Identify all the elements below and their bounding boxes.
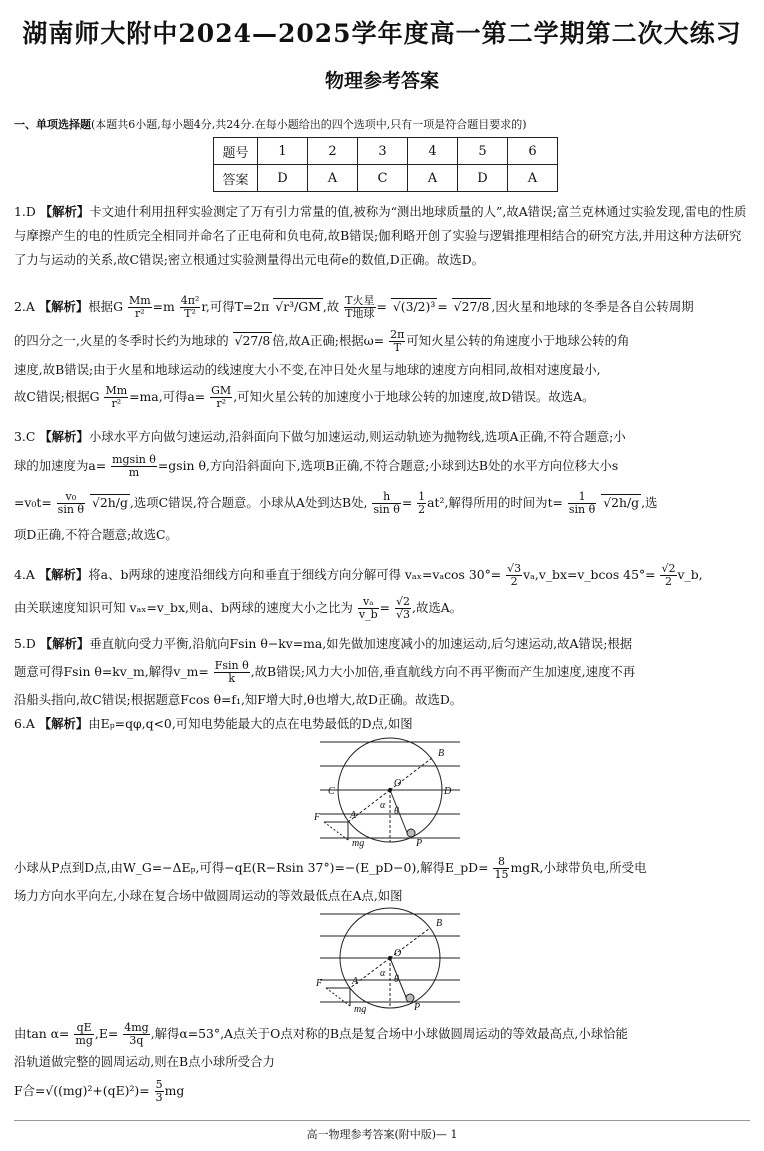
table-cell: 5 (458, 138, 508, 165)
label-F: F (314, 812, 321, 823)
label-alpha: α (380, 800, 386, 811)
label-F: F (316, 978, 323, 989)
fraction: $\frac{8}{15}$ (494, 855, 509, 881)
question-line (14, 590, 751, 626)
label-B: B (438, 748, 445, 759)
ball (406, 994, 414, 1002)
fraction: $\frac{\text{4π²}}{\text{T²}}$ (180, 294, 200, 320)
center-point (388, 956, 392, 960)
text-run: at²,解得所用的时间为t= (427, 495, 563, 510)
fraction: $\frac{4mg}{3q}$ (124, 1021, 149, 1047)
sqrt-expression: √2h/g (603, 495, 640, 510)
label-theta: θ (394, 806, 399, 817)
center-point (388, 788, 392, 792)
ball (407, 829, 415, 837)
table-cell: A (308, 165, 358, 192)
text-run: 根据G (88, 299, 123, 314)
question-line (14, 382, 751, 412)
fraction: $\frac{√3}{2}$ (507, 562, 522, 588)
table-header-cell: 题号 (214, 138, 258, 165)
fraction: $\frac{2\pi}{T}$ (390, 328, 405, 354)
question-number: 4.A (14, 567, 35, 582)
analysis-tag: 【解析】 (38, 567, 89, 582)
answer-table-row-numbers (214, 138, 558, 165)
table-cell: 2 (308, 138, 358, 165)
question-line (14, 449, 751, 483)
sqrt-expression: √27/8 (453, 299, 490, 314)
question-number: 6.A (14, 716, 35, 731)
text-run: 垂直航向受力平衡,沿航向Fsin θ−kv=ma,如先做加速度减小的加速运动,后匀速运动,故A错误;根据 (89, 636, 633, 651)
table-header-cell: 答案 (214, 165, 258, 192)
text-run: ,故 (322, 299, 340, 314)
table-cell: 6 (508, 138, 558, 165)
question-4 (14, 560, 751, 626)
text-run: 故C错误;根据G (14, 389, 100, 404)
text-run: ,E= (94, 1026, 119, 1041)
text-run: 将a、b两球的速度沿细线方向和垂直于细线方向分解可得 vₐₓ=vₐcos 30°= (88, 567, 502, 582)
answer-table-row-answers (214, 165, 558, 192)
text-run: =gsin θ,方向沿斜面向下,选项B正确,不符合题意;小球到达B处的水平方向位移大小s (157, 458, 619, 473)
text-run: = (437, 299, 448, 314)
question-number: 2.A (14, 299, 35, 314)
text-run: = (379, 600, 391, 615)
question-6-conclusion (14, 1018, 751, 1108)
table-cell: 3 (358, 138, 408, 165)
page-subtitle: 物理参考答案 (324, 70, 439, 92)
label-mg: mg (352, 838, 365, 849)
question-text: 卡文迪什利用扭秤实验测定了万有引力常量的值,被称为“测出地球质量的人”,故A错误;富兰克林通过实验发现,雷电的性质与摩擦产生的电的性质完全相同并命名了正电荷和负电荷,故B错误;伽利略开创了实验与逻辑推理相结合的研究方法,并用这种方法研究了力与运动的关系,故C错误;密立根通过实验测量得出元电荷e的数值,D正确。故选D。 (14, 204, 747, 267)
text-run: ,解得α=53°,A点关于O点对称的B点是复合场中小球做圆周运动的等效最高点,小球恰能 (150, 1026, 628, 1041)
text-run: mg (164, 1083, 185, 1098)
text-run: 可知火星公转的角速度小于地球公转的角 (406, 333, 630, 348)
text-run: ,选项C错误,符合题意。小球从A处到达B处, (129, 495, 368, 510)
question-line (14, 1018, 751, 1050)
label-O: O (394, 778, 402, 789)
resultant-force (324, 822, 348, 840)
analysis-tag: 【解析】 (39, 636, 90, 651)
page-footer: 高一物理参考答案(附中版)— 1 (306, 1128, 458, 1141)
question-2 (14, 290, 751, 412)
text-run: =v₀t= (14, 495, 52, 510)
section-heading (14, 116, 527, 132)
analysis-tag: 【解析】 (39, 204, 90, 219)
label-A: A (352, 976, 359, 987)
label-C: C (328, 786, 335, 797)
fraction: $\frac{qE}{mg}$ (75, 1021, 93, 1047)
question-line: 场力方向水平向左,小球在复合场中做圆周运动的等效最低点在A点,如图 (14, 888, 403, 903)
text-run: mgR,小球带负电,所受电 (510, 860, 647, 875)
text-run: 的四分之一,火星的冬季时长约为地球的 (14, 333, 229, 348)
fraction: $\frac{√2}{2}$ (661, 562, 676, 588)
table-cell: 4 (408, 138, 458, 165)
table-cell: 1 (258, 138, 308, 165)
question-line (14, 560, 751, 590)
question-line (14, 632, 751, 656)
fraction: $\frac{1}{\text{sin θ}}$ (568, 490, 596, 516)
text-run: vₐ,v_bx=v_bcos 45°= (523, 567, 656, 582)
text-run: F合=√((mg)²+(qE)²)= (14, 1083, 150, 1098)
question-line: 沿船头指向,故C错误;根据题意Fcos θ=f₁,知F增大时,θ也增大,故D正确。故选D。 (14, 692, 463, 707)
label-P: P (414, 1002, 421, 1013)
text-run: ,选 (641, 495, 658, 510)
table-cell: A (508, 165, 558, 192)
label-A: A (350, 810, 357, 821)
radius-to-P (390, 790, 408, 835)
analysis-tag: 【解析】 (38, 299, 89, 314)
text-run: 由Eₚ=qφ,q<0,可知电势能最大的点在电势最低的D点,如图 (88, 716, 413, 731)
text-run: 由关联速度知识可知 vₐₓ=v_bx,则a、b两球的速度大小之比为 (14, 600, 353, 615)
question-6-continued (14, 852, 751, 908)
analysis-tag: 【解析】 (39, 429, 89, 444)
label-B: B (436, 918, 443, 929)
sqrt-expression: √27/8 (234, 333, 271, 348)
fraction: $\frac{Mm}{\text{r²}}$ (128, 294, 151, 320)
question-line: 速度,故B错误;由于火星和地球运动的线速度大小不变,在冲日处火星与地球的速度方向相同,故相对速度最小, (14, 362, 601, 377)
question-line: 沿轨道做完整的圆周运动,则在B点小球所受合力 (14, 1054, 275, 1069)
sqrt-expression: √r³/GM (275, 299, 321, 314)
table-cell: A (408, 165, 458, 192)
section-label: 一、单项选择题 (14, 118, 91, 131)
fraction: $\frac{\text{v₀}}{\text{sin θ}}$ (57, 490, 85, 516)
text-run: ,因火星和地球的冬季是各自公转周期 (491, 299, 694, 314)
text-run: v_b, (677, 567, 703, 582)
question-line (14, 425, 751, 449)
label-alpha: α (380, 968, 386, 979)
fraction: $\frac{\text{mgsin θ}}{m}$ (112, 453, 156, 479)
question-3 (14, 425, 751, 547)
figure-1-circle-diagram (310, 734, 470, 849)
table-cell: D (458, 165, 508, 192)
fraction: $\frac{5}{3}$ (155, 1078, 163, 1104)
table-cell: C (358, 165, 408, 192)
question-number: 5.D (14, 636, 36, 651)
text-run: ,故选A。 (412, 600, 463, 615)
figure-2-circle-diagram (310, 906, 470, 1014)
text-run: ,故B错误;风力大小加倍,垂直航线方向不再平衡而产生加速度,速度不再 (250, 664, 636, 679)
label-mg: mg (354, 1004, 367, 1014)
fraction: $\frac{\text{Fsin θ}}{k}$ (214, 659, 249, 685)
question-line (14, 852, 751, 884)
question-line (14, 324, 751, 358)
question-number: 1.D (14, 204, 36, 219)
text-run: = (376, 299, 387, 314)
label-D: D (444, 786, 452, 797)
sqrt-expression: √(3/2)³ (392, 299, 436, 314)
question-1 (14, 200, 751, 272)
question-line (14, 656, 751, 688)
fraction: $\frac{\text{vₐ}}{v\_b}$ (358, 595, 378, 621)
label-O: O (394, 948, 402, 959)
question-line: 项D正确,不符合题意;故选C。 (14, 527, 178, 542)
question-number: 3.C (14, 429, 36, 444)
text-run: 题意可得Fsin θ=kv_m,解得v_m= (14, 664, 209, 679)
text-run: ,可知火星公转的加速度小于地球公转的加速度,故D错误。故选A。 (233, 389, 595, 404)
text-run: 小球水平方向做匀速运动,沿斜面向下做匀加速运动,则运动轨迹为抛物线,选项A正确,不符合题意;小 (88, 429, 626, 444)
analysis-tag: 【解析】 (38, 716, 89, 731)
text-run: = (401, 495, 413, 510)
text-run: 由tan α= (14, 1026, 70, 1041)
fraction: $\frac{\text{T火星}}{\text{T地球}}$ (345, 294, 375, 320)
fraction: $\frac{Mm}{\text{r²}}$ (105, 384, 128, 410)
text-run: r,可得T=2π (201, 299, 270, 314)
text-run: 球的加速度为a= (14, 458, 107, 473)
label-theta: θ (394, 974, 399, 985)
page-title: 湖南师大附中2024—2025学年度高一第二学期第二次大练习 (22, 19, 742, 48)
fraction: $\frac{1}{2}$ (418, 490, 426, 516)
question-line (14, 1074, 751, 1108)
table-cell: D (258, 165, 308, 192)
answer-table (213, 137, 558, 192)
text-run: 倍,故A正确;根据ω= (272, 333, 385, 348)
text-run: =ma,可得a= (129, 389, 206, 404)
label-P: P (416, 838, 423, 849)
question-line (14, 290, 751, 324)
text-run: =m (152, 299, 175, 314)
section-note: (本题共6小题,每小题4分,共24分.在每小题给出的四个选项中,只有一项是符合题目要求的) (91, 118, 527, 131)
fraction: $\frac{√2}{√3}$ (396, 595, 411, 621)
resultant-force (326, 988, 350, 1006)
question-5 (14, 632, 751, 712)
fraction: $\frac{h}{\text{sin θ}}$ (373, 490, 400, 516)
footer-divider (14, 1120, 750, 1121)
question-line (14, 483, 751, 523)
text-run: 小球从P点到D点,由W_G=−ΔEₚ,可得−qE(R−Rsin 37°)=−(E_pD−0),解得E_pD= (14, 860, 489, 875)
fraction: $\frac{GM}{\text{r²}}$ (211, 384, 232, 410)
question-6 (14, 712, 751, 736)
sqrt-expression: √2h/g (92, 495, 128, 510)
